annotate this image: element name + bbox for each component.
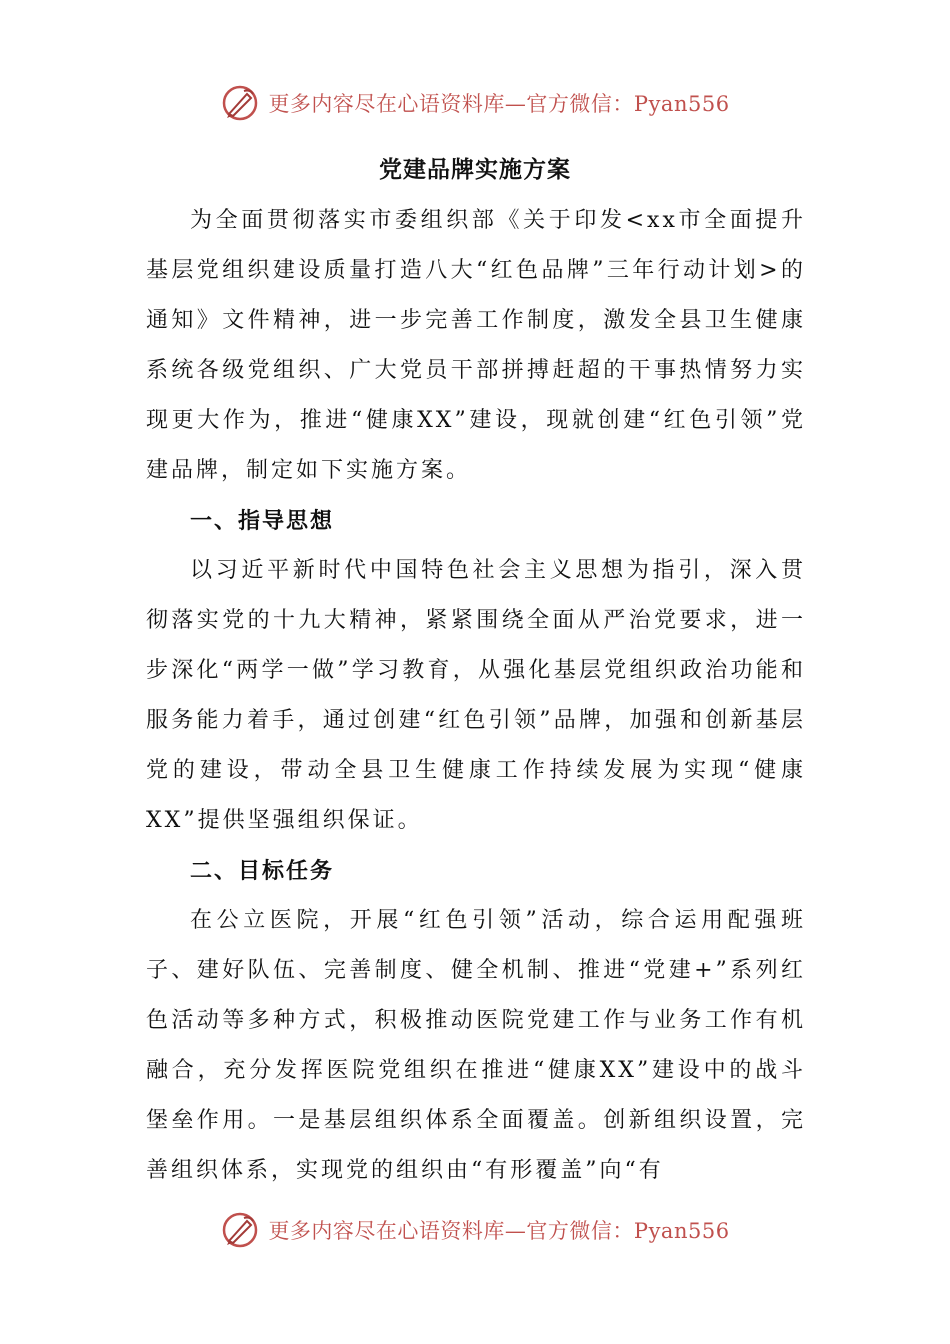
watermark-text: 更多内容尽在心语资料库—官方微信：Pyan556 [268, 92, 730, 116]
watermark-banner-bottom [0, 1208, 950, 1252]
section-heading-guiding-ideology: 一、指导思想 [190, 508, 335, 534]
intro-paragraph: 为全面贯彻落实市委组织部《关于印发<xx市全面提升基层党组织建设质量打造八大“红色品牌”三年行动计划>的通知》文件精神，进一步完善工作制度，激发全县卫生健康系统各级党组织、广大党员干部拼搏赶超的干事热情努力实现更大作为，推进“健康XX”建设，现就创建“红色引领”党建品牌，制定如下实施方案。 [146, 208, 806, 483]
watermark-text: 更多内容尽在心语资料库—官方微信：Pyan556 [268, 1219, 730, 1243]
section-paragraph-goals-tasks: 在公立医院，开展“红色引领”活动，综合运用配强班子、建好队伍、完善制度、健全机制、推进“党建+”系列红色活动等多种方式，积极推动医院党建工作与业务工作有机融合，充分发挥医院党组织在推进“健康XX”建设中的战斗堡垒作用。一是基层组织体系全面覆盖。创新组织设置，完善组织体系，实现党的组织由“有形覆盖”向“有 [146, 908, 806, 1183]
section-heading-goals-tasks: 二、目标任务 [190, 858, 335, 884]
document-title: 党建品牌实施方案 [379, 156, 571, 183]
pen-logo-icon [220, 83, 260, 123]
document-body [146, 196, 806, 1196]
section-paragraph-guiding-ideology: 以习近平新时代中国特色社会主义思想为指引，深入贯彻落实党的十九大精神，紧紧围绕全面从严治党要求，进一步深化“两学一做”学习教育，从强化基层党组织政治功能和服务能力着手，通过创建“红色引领”品牌，加强和创新基层党的建设，带动全县卫生健康工作持续发展为实现“健康XX”提供坚强组织保证。 [146, 558, 806, 833]
pen-logo-icon [220, 1210, 260, 1250]
watermark-banner-top [0, 81, 950, 125]
